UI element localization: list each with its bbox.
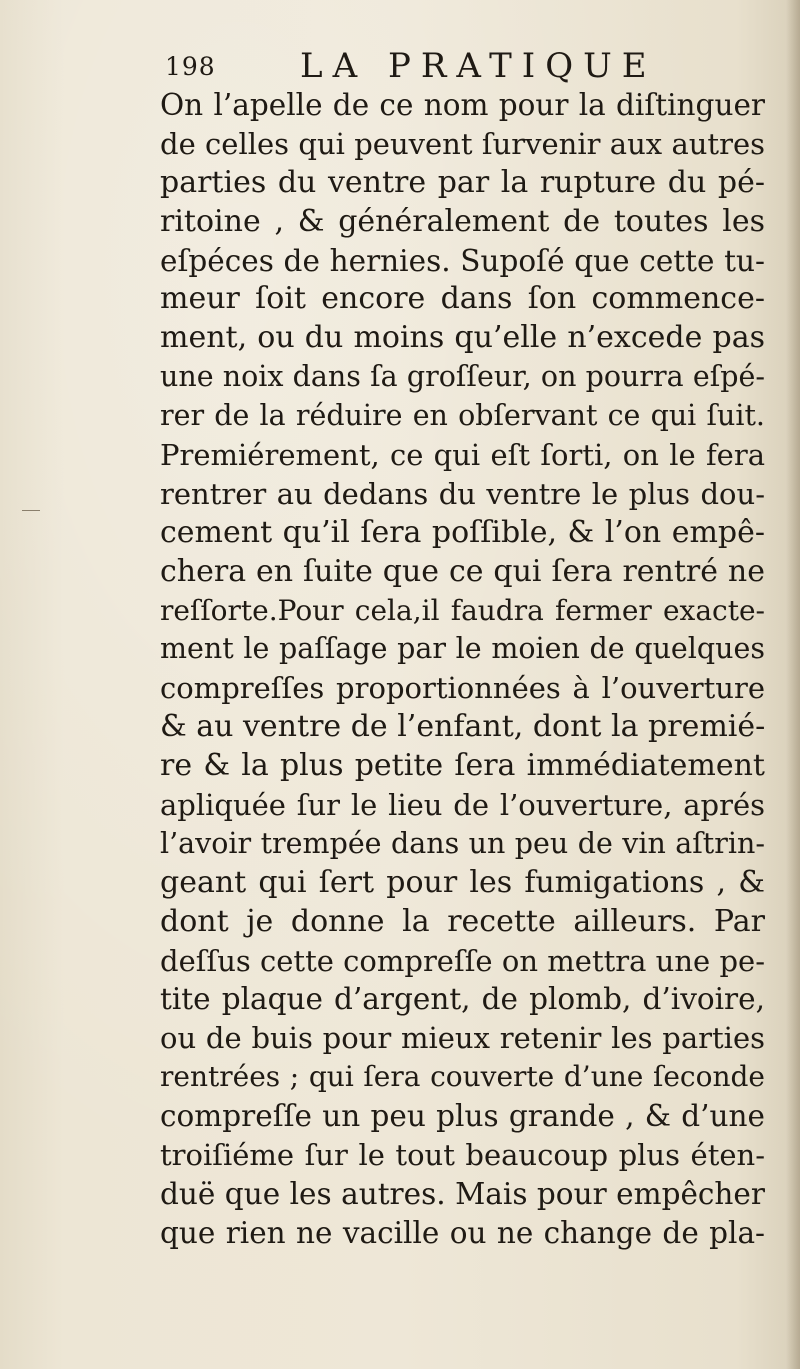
text-line: ritoine , & généralement de toutes les: [160, 203, 765, 239]
text-line: re & la plus petite ſera immédiatement: [160, 748, 765, 784]
text-line: rentrer au dedans du ventre le plus dou-: [160, 476, 765, 511]
text-line: ou de buis pour mieux retenir les parties: [160, 1021, 765, 1056]
text-line: cement qu’il ſera poſſible, & l’on empê-: [160, 514, 765, 550]
text-line: reſſorte.Pour cela,il faudra fermer exacte-: [160, 593, 765, 627]
text-line: On l’apelle de ce nom pour la diſtinguer: [160, 88, 765, 122]
text-line: eſpéces de hernies. Supoſé que cette tu-: [160, 243, 765, 278]
page-number: 198: [165, 52, 216, 81]
text-line: parties du ventre par la rupture du pé-: [160, 164, 765, 200]
text-line: l’avoir trempée dans un peu de vin aſtrin-: [160, 826, 765, 860]
text-line: ment, ou du moins qu’elle n’excede pas: [160, 320, 765, 356]
text-line: & au ventre de l’enfant, dont la premié-: [160, 709, 766, 745]
text-line: apliquée ſur le lieu de l’ouverture, aprés: [160, 788, 765, 823]
text-line: compreſſes proportionnées à l’ouverture: [160, 671, 765, 706]
text-line: que rien ne vacille ou ne change de pla-: [160, 1215, 765, 1250]
text-line: ment le paſſage par le moien de quelques: [160, 632, 765, 666]
text-line: rer de la réduire en obſervant ce qui ſuit.: [160, 399, 765, 433]
text-line: geant qui ſert pour les fumigations , &: [160, 864, 765, 900]
page-edge-shadow: [786, 0, 800, 1369]
text-line: deſſus cette compreſſe on mettra une pe-: [160, 943, 765, 978]
margin-mark: [22, 510, 40, 511]
text-line: dont je donne la recette ailleurs. Par: [160, 903, 765, 939]
body-text: [160, 86, 765, 1253]
text-line: tite plaque d’argent, de plomb, d’ivoire,: [160, 982, 765, 1017]
running-title: LA PRATIQUE: [300, 46, 657, 86]
text-line: duë que les autres. Mais pour empêcher: [160, 1176, 765, 1211]
text-line: Premiérement, ce qui eſt ſorti, on le fera: [160, 438, 765, 473]
text-line: une noix dans ſa groſſeur, on pourra eſpé-: [160, 360, 765, 394]
text-line: compreſſe un peu plus grande , & d’une: [160, 1099, 765, 1134]
text-line: chera en ſuite que ce qui ſera rentré ne: [160, 553, 765, 589]
text-line: meur ſoit encore dans ſon commence-: [160, 281, 765, 317]
text-line: troiſiéme ſur le tout beaucoup plus éten-: [160, 1138, 765, 1173]
text-line: de celles qui peuvent ſurvenir aux autres: [160, 126, 765, 161]
text-line: rentrées ; qui ſera couverte d’une ſeconde: [160, 1060, 765, 1094]
